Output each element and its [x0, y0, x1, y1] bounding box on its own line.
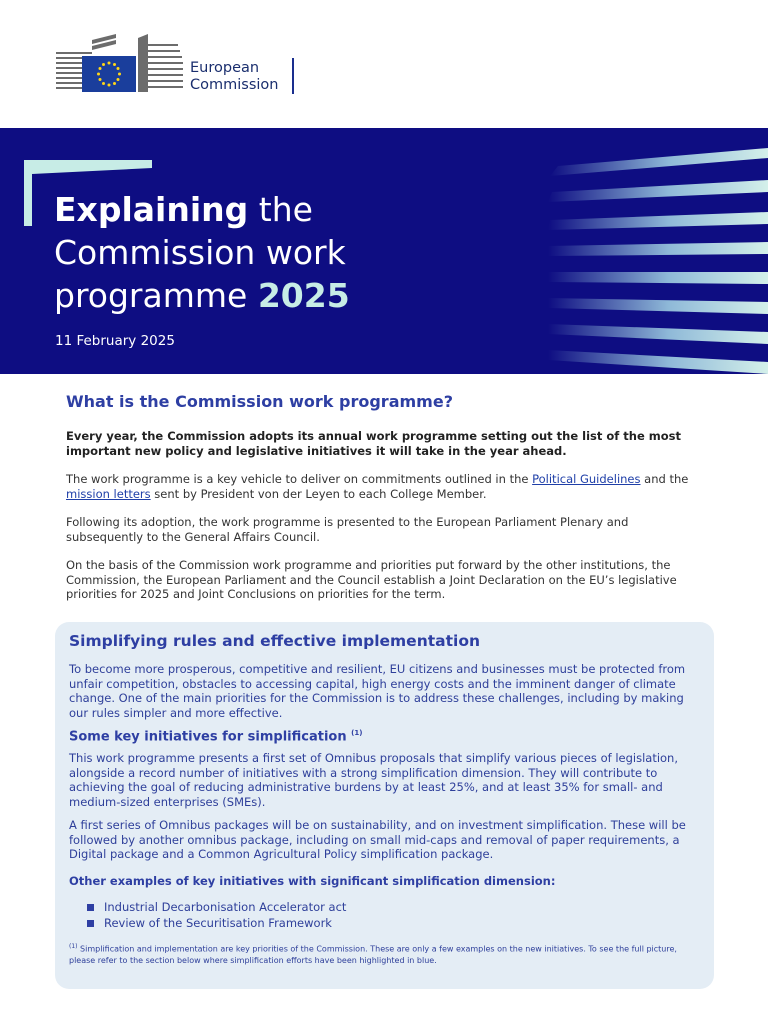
p1-after: sent by President von der Leyen to each College Member.	[150, 486, 487, 501]
box-subheading	[69, 729, 700, 744]
political-guidelines-link[interactable]: Political Guidelines	[532, 472, 641, 486]
intro-paragraph-3: On the basis of the Commission work programme and priorities put forward by the other institutions, the Commission, the European Parliament and the Council establish a Joint Declaration on the EU’s legislative priorities for 2025 and Joint Conclusions on priorities for the term.	[66, 558, 677, 601]
footnote-mark: (1)	[69, 942, 78, 950]
logo-line1: European	[190, 60, 260, 76]
intro-heading: What is the Commission work programme?	[66, 392, 453, 411]
intro-paragraph-1	[66, 472, 704, 501]
title-bold: Explaining	[54, 190, 249, 229]
title-year: 2025	[257, 276, 350, 315]
bullet-square-icon	[87, 920, 94, 927]
logo-divider	[292, 58, 294, 94]
box-heading: Simplifying rules and effective implementation	[69, 632, 481, 650]
title-line3: programme	[54, 276, 258, 315]
intro-section	[66, 392, 704, 616]
examples-list	[87, 899, 700, 931]
ec-building-flag-icon	[54, 32, 184, 96]
logo-line2: Commission	[190, 77, 279, 93]
box-paragraph-2: This work programme presents a first set of Omnibus proposals that simplify various pieces of legislation, alongside a record number of initiatives with a strong simplification dimension. They will contribute to achieving the goal of reducing administrative burdens by at least 25%, and at least 35% for small- and medium-sized enterprises (SMEs).	[69, 751, 679, 809]
ec-logo-text	[190, 60, 278, 94]
stripes-decoration-icon	[548, 148, 768, 374]
subheading-note: (1)	[351, 729, 363, 737]
footnote-text: Simplification and implementation are key priorities of the Commission. These are only a few examples on the new initiatives. To see the full picture, please refer to the section below where simplification efforts have been highlighted in blue.	[69, 944, 677, 966]
title-banner	[0, 128, 768, 374]
list-item	[87, 915, 700, 931]
intro-lead: Every year, the Commission adopts its annual work programme setting out the list of the most important new policy and legislative initiatives it will take in the year ahead.	[66, 429, 681, 458]
simplification-box	[55, 622, 714, 989]
p1-mid: and the	[640, 472, 689, 486]
footnote	[69, 941, 700, 968]
mission-letters-link[interactable]: mission letters	[66, 486, 151, 501]
list-item	[87, 899, 700, 915]
intro-paragraph-2: Following its adoption, the work programme is presented to the European Parliament Plenary and subsequently to the General Affairs Council.	[66, 515, 629, 544]
page-title	[54, 188, 534, 317]
title-line2: Commission work	[54, 233, 346, 272]
list-item-text: Industrial Decarbonisation Accelerator act	[104, 899, 347, 914]
title-rest: the	[248, 190, 313, 229]
examples-heading: Other examples of key initiatives with significant simplification dimension:	[69, 873, 556, 888]
box-paragraph-1: To become more prosperous, competitive and resilient, EU citizens and businesses must be protected from unfair competition, obstacles to accessing capital, high energy costs and the imminent danger of climate change. One of the main priorities for the Commission is to address these challenges, including by making our rules simpler and more effective.	[69, 662, 686, 720]
subheading-text: Some key initiatives for simplification	[69, 729, 347, 745]
box-paragraph-3: A first series of Omnibus packages will be on sustainability, and on investment simplification. These will be followed by another omnibus package, including on small mid-caps and removal of paper requirements, a Digital package and a Common Agricultural Policy simplification package.	[69, 818, 686, 862]
list-item-text: Review of the Securitisation Framework	[104, 915, 332, 930]
p1-before: The work programme is a key vehicle to deliver on commitments outlined in the	[66, 472, 533, 486]
bullet-square-icon	[87, 904, 94, 911]
publication-date: 11 February 2025	[55, 333, 175, 349]
